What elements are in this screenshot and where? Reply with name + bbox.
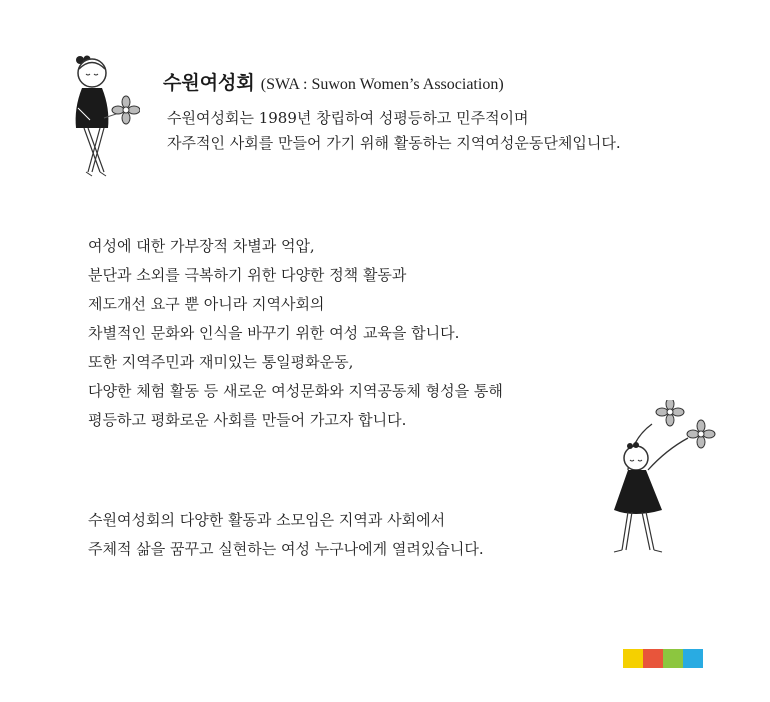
body-line: 다양한 체험 활동 등 새로운 여성문화와 지역공동체 형성을 통해 bbox=[88, 382, 503, 400]
body-line: 차별적인 문화와 인식을 바꾸기 위한 여성 교육을 합니다. bbox=[88, 324, 460, 342]
closing-paragraph bbox=[88, 506, 484, 564]
body-line: 여성에 대한 가부장적 차별과 억압, bbox=[88, 237, 315, 255]
body-line: 분단과 소외를 극복하기 위한 다양한 정책 활동과 bbox=[88, 266, 407, 284]
closing-line: 주체적 삶을 꿈꾸고 실현하는 여성 누구나에게 열려있습니다. bbox=[88, 540, 484, 558]
sitting-girl-illustration bbox=[60, 48, 140, 188]
intro-line: 자주적인 사회를 만들어 가기 위해 활동하는 지역여성운동단체입니다. bbox=[167, 134, 621, 152]
page-title bbox=[163, 68, 504, 95]
intro-line: 수원여성회는 1989년 창립하여 성평등하고 민주적이며 bbox=[167, 109, 529, 127]
swatch-green bbox=[663, 649, 683, 668]
closing-line: 수원여성회의 다양한 활동과 소모임은 지역과 사회에서 bbox=[88, 511, 446, 529]
swatch-blue bbox=[683, 649, 703, 668]
body-line: 평등하고 평화로운 사회를 만들어 가고자 합니다. bbox=[88, 411, 407, 429]
swatch-yellow bbox=[623, 649, 643, 668]
body-paragraph bbox=[88, 232, 503, 435]
body-line: 제도개선 요구 뿐 아니라 지역사회의 bbox=[88, 295, 325, 313]
swatch-red bbox=[643, 649, 663, 668]
intro-paragraph bbox=[167, 106, 621, 156]
body-line: 또한 지역주민과 재미있는 통일평화운동, bbox=[88, 353, 354, 371]
title-main: 수원여성회 bbox=[163, 72, 255, 94]
dancing-girl-illustration bbox=[570, 400, 720, 560]
title-subtitle: (SWA : Suwon Women’s Association) bbox=[260, 76, 504, 93]
color-swatches bbox=[623, 649, 703, 668]
